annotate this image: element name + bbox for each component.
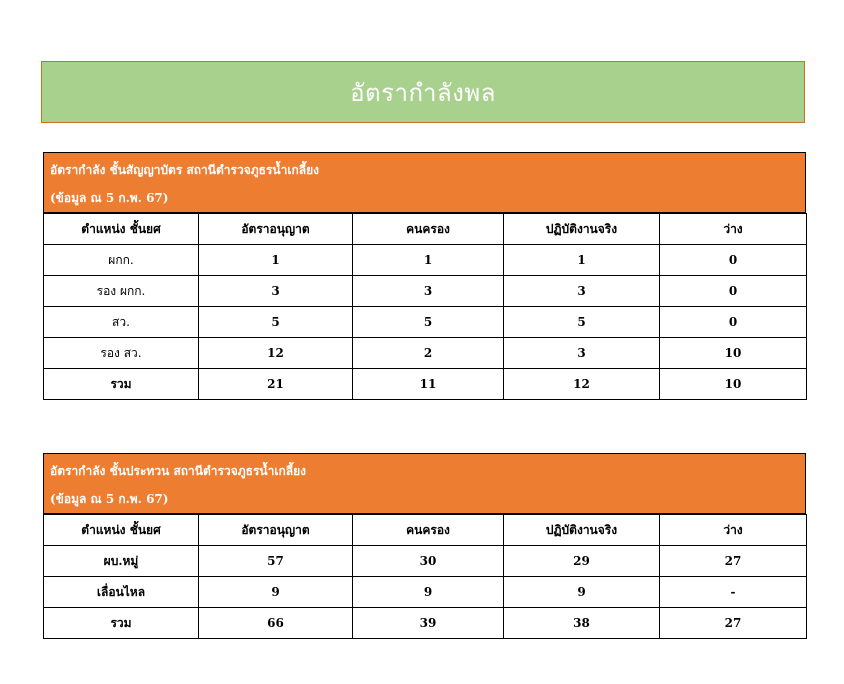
value-cell: 9 <box>353 577 504 608</box>
position-cell: ผกก. <box>44 245 199 276</box>
section-header <box>43 453 806 514</box>
position-cell: รอง สว. <box>44 338 199 369</box>
page-title: อัตรากำลังพล <box>350 78 496 107</box>
column-header: คนครอง <box>353 515 504 546</box>
column-header: ปฏิบัติงานจริง <box>504 214 660 245</box>
value-cell: 5 <box>199 307 353 338</box>
value-cell: 39 <box>353 608 504 639</box>
value-cell: - <box>660 577 807 608</box>
value-cell: 10 <box>660 338 807 369</box>
value-cell: 5 <box>504 307 660 338</box>
table-header-row <box>44 515 807 546</box>
value-cell: 1 <box>353 245 504 276</box>
table-row <box>44 245 807 276</box>
value-cell: 11 <box>353 369 504 400</box>
value-cell: 0 <box>660 276 807 307</box>
value-cell: 1 <box>199 245 353 276</box>
table-row <box>44 577 807 608</box>
value-cell: 66 <box>199 608 353 639</box>
total-label-cell: รวม <box>44 369 199 400</box>
value-cell: 3 <box>504 276 660 307</box>
total-label-cell: รวม <box>44 608 199 639</box>
value-cell: 9 <box>199 577 353 608</box>
section-title: อัตรากำลัง ชั้นสัญญาบัตร สถานีตำรวจภูธรน้ำเกลี้ยง <box>50 163 319 177</box>
value-cell: 12 <box>199 338 353 369</box>
column-header: ตำแหน่ง ชั้นยศ <box>44 515 199 546</box>
section-date-note: (ข้อมูล ณ 5 ก.พ. 67) <box>50 191 169 205</box>
table-total-row <box>44 608 807 639</box>
value-cell: 12 <box>504 369 660 400</box>
commissioned-officers-table <box>43 213 807 400</box>
column-header: ตำแหน่ง ชั้นยศ <box>44 214 199 245</box>
column-header: ว่าง <box>660 214 807 245</box>
value-cell: 5 <box>353 307 504 338</box>
value-cell: 1 <box>504 245 660 276</box>
column-header: ปฏิบัติงานจริง <box>504 515 660 546</box>
value-cell: 3 <box>199 276 353 307</box>
position-cell: รอง ผกก. <box>44 276 199 307</box>
table-row <box>44 276 807 307</box>
table-row <box>44 546 807 577</box>
column-header: อัตราอนุญาต <box>199 214 353 245</box>
column-header: คนครอง <box>353 214 504 245</box>
value-cell: 29 <box>504 546 660 577</box>
value-cell: 38 <box>504 608 660 639</box>
section-header <box>43 152 806 213</box>
value-cell: 30 <box>353 546 504 577</box>
position-cell: สว. <box>44 307 199 338</box>
value-cell: 0 <box>660 307 807 338</box>
value-cell: 2 <box>353 338 504 369</box>
table-header-row <box>44 214 807 245</box>
value-cell: 0 <box>660 245 807 276</box>
position-cell: เลื่อนไหล <box>44 577 199 608</box>
value-cell: 9 <box>504 577 660 608</box>
value-cell: 27 <box>660 608 807 639</box>
value-cell: 57 <box>199 546 353 577</box>
value-cell: 21 <box>199 369 353 400</box>
position-cell: ผบ.หมู่ <box>44 546 199 577</box>
table-row <box>44 338 807 369</box>
commissioned-officers-section <box>43 152 806 400</box>
table-total-row <box>44 369 807 400</box>
value-cell: 27 <box>660 546 807 577</box>
non-commissioned-officers-table <box>43 514 807 639</box>
column-header: ว่าง <box>660 515 807 546</box>
table-row <box>44 307 807 338</box>
value-cell: 3 <box>353 276 504 307</box>
non-commissioned-officers-section <box>43 453 806 639</box>
value-cell: 3 <box>504 338 660 369</box>
value-cell: 10 <box>660 369 807 400</box>
section-title: อัตรากำลัง ชั้นประทวน สถานีตำรวจภูธรน้ำเกลี้ยง <box>50 464 306 478</box>
column-header: อัตราอนุญาต <box>199 515 353 546</box>
section-date-note: (ข้อมูล ณ 5 ก.พ. 67) <box>50 492 169 506</box>
page-title-banner <box>41 61 805 123</box>
